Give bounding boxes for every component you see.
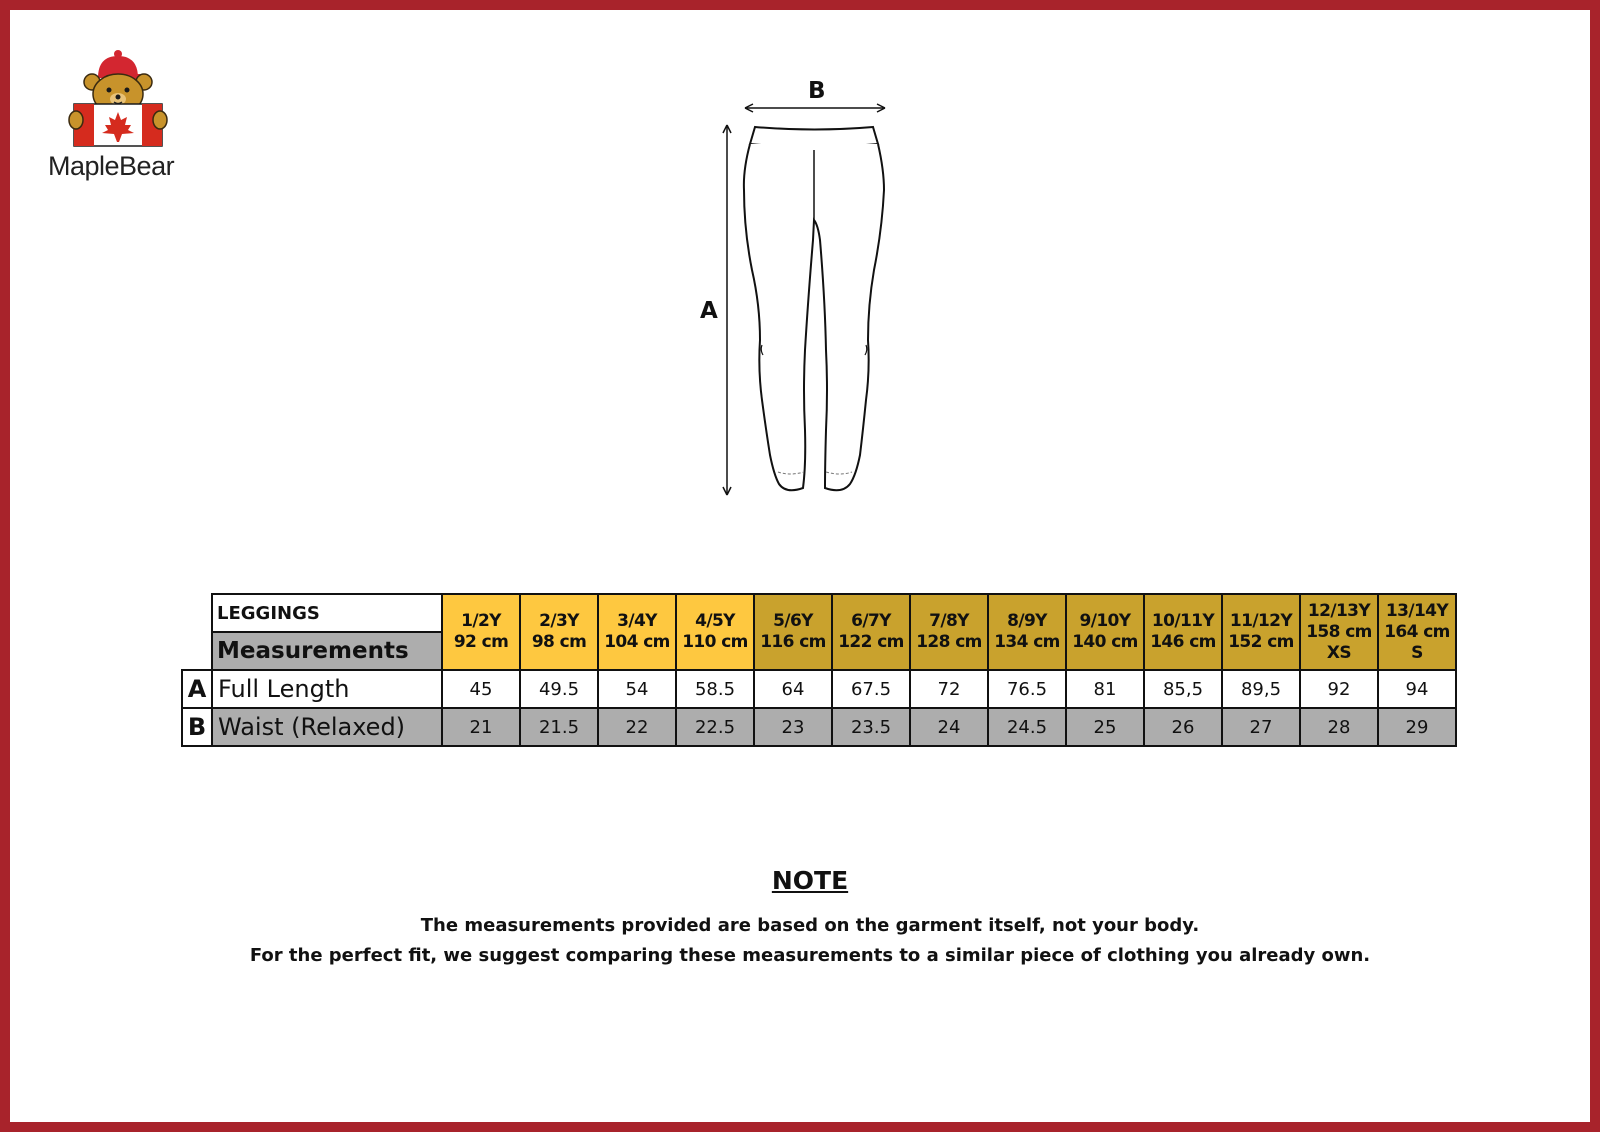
value-cell: 26 [1144, 708, 1222, 746]
size-header: 10/11Y 146 cm [1144, 594, 1222, 670]
size-chart-table [181, 593, 1457, 747]
dimension-a-label: A [700, 298, 718, 324]
value-cell: 94 [1378, 670, 1456, 708]
row-key: A [182, 670, 212, 708]
value-cell: 23.5 [832, 708, 910, 746]
size-header: 13/14Y 164 cm S [1378, 594, 1456, 670]
value-cell: 29 [1378, 708, 1456, 746]
value-cell: 21.5 [520, 708, 598, 746]
note-line: For the perfect fit, we suggest comparing these measurements to a similar piece of clothing you already own. [249, 945, 1371, 966]
table-row [182, 708, 1456, 746]
note-title: NOTE [771, 866, 849, 895]
chart-subtitle: Measurements [212, 632, 442, 670]
note-section [10, 866, 1600, 966]
size-header: 4/5Y 110 cm [676, 594, 754, 670]
size-header: 1/2Y 92 cm [442, 594, 520, 670]
maple-bear-logo-icon [68, 48, 168, 150]
size-header: 11/12Y 152 cm [1222, 594, 1300, 670]
row-label: Full Length [212, 670, 442, 708]
value-cell: 81 [1066, 670, 1144, 708]
value-cell: 24.5 [988, 708, 1066, 746]
value-cell: 85,5 [1144, 670, 1222, 708]
table-row [182, 670, 1456, 708]
value-cell: 58.5 [676, 670, 754, 708]
value-cell: 54 [598, 670, 676, 708]
size-header: 9/10Y 140 cm [1066, 594, 1144, 670]
dimension-b-label: B [808, 78, 826, 104]
value-cell: 45 [442, 670, 520, 708]
size-header: 8/9Y 134 cm [988, 594, 1066, 670]
value-cell: 23 [754, 708, 832, 746]
value-cell: 25 [1066, 708, 1144, 746]
size-header: 7/8Y 128 cm [910, 594, 988, 670]
leggings-diagram [700, 70, 930, 515]
leggings-icon [700, 70, 930, 515]
value-cell: 21 [442, 708, 520, 746]
value-cell: 28 [1300, 708, 1378, 746]
size-header: 6/7Y 122 cm [832, 594, 910, 670]
brand-logo [48, 48, 193, 188]
brand-name: MapleBear [48, 151, 175, 181]
header-row [182, 594, 1456, 632]
chart-title: LEGGINGS [212, 594, 442, 632]
value-cell: 76.5 [988, 670, 1066, 708]
size-header: 12/13Y 158 cm XS [1300, 594, 1378, 670]
value-cell: 67.5 [832, 670, 910, 708]
size-header: 5/6Y 116 cm [754, 594, 832, 670]
value-cell: 72 [910, 670, 988, 708]
size-header: 3/4Y 104 cm [598, 594, 676, 670]
row-label: Waist (Relaxed) [212, 708, 442, 746]
note-line: The measurements provided are based on the garment itself, not your body. [420, 915, 1200, 936]
value-cell: 89,5 [1222, 670, 1300, 708]
row-key: B [182, 708, 212, 746]
corner-blank [182, 594, 212, 670]
value-cell: 22.5 [676, 708, 754, 746]
value-cell: 24 [910, 708, 988, 746]
value-cell: 92 [1300, 670, 1378, 708]
value-cell: 27 [1222, 708, 1300, 746]
size-header: 2/3Y 98 cm [520, 594, 598, 670]
value-cell: 22 [598, 708, 676, 746]
value-cell: 49.5 [520, 670, 598, 708]
value-cell: 64 [754, 670, 832, 708]
